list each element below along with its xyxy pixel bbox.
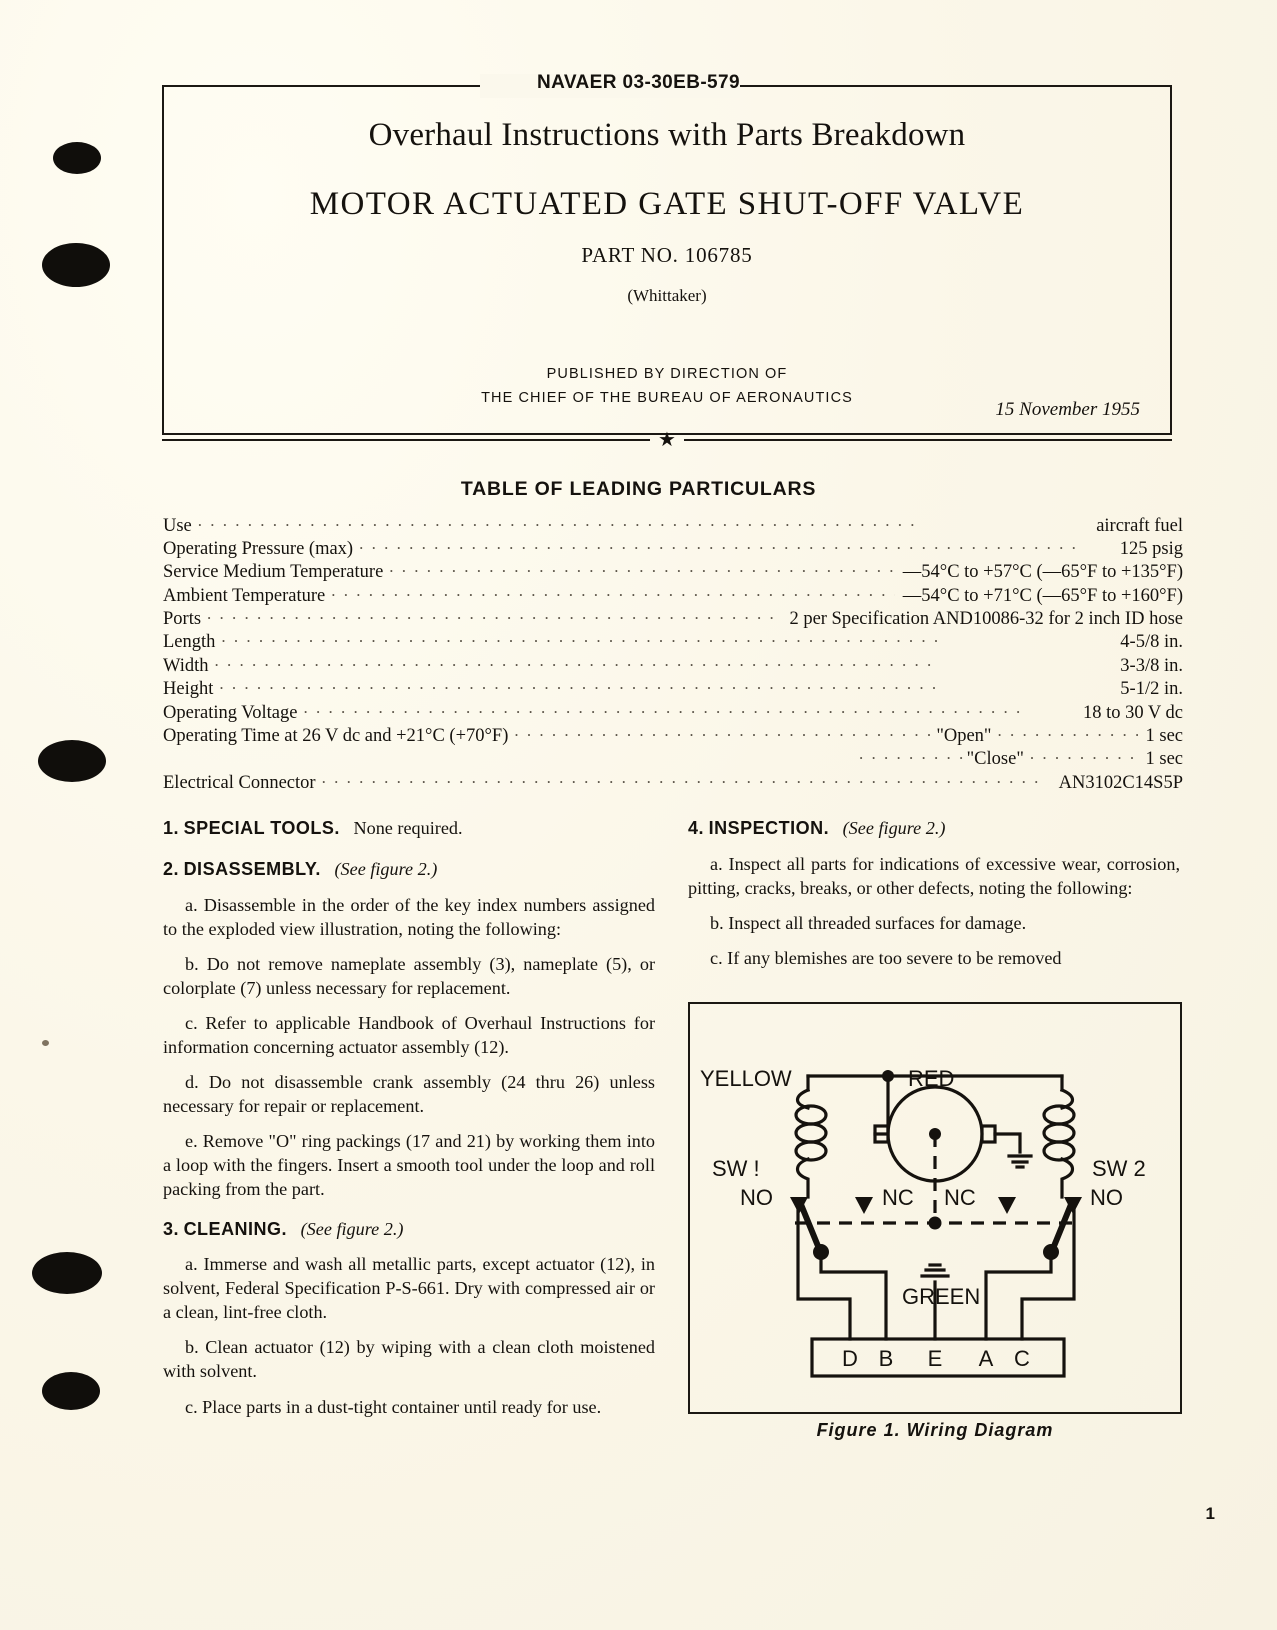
particular-value: 125 psig (1119, 538, 1183, 559)
section-trailing-text: (See figure 2.) (334, 858, 438, 879)
leading-particular-row (163, 652, 1183, 675)
section-heading-cleaning (163, 1217, 655, 1242)
leading-particulars-table (163, 512, 1183, 793)
leader-dots (303, 699, 1075, 718)
paragraph: c. If any blemishes are too severe to be removed (710, 947, 1062, 968)
leader-dots (198, 512, 1088, 531)
particular-label: Electrical Connector (163, 772, 316, 793)
punch-hole-mark (42, 1372, 100, 1410)
punch-hole-mark (42, 243, 110, 287)
paragraph: b. Clean actuator (12) by wiping with a clean cloth moistened with solvent. (163, 1337, 655, 1382)
paragraph: b. Inspect all threaded surfaces for damage. (710, 912, 1027, 933)
diagram-label-no-right: NO (1090, 1185, 1123, 1210)
leading-particular-row (163, 606, 1183, 629)
particular-label: Width (163, 655, 209, 676)
title-content (162, 85, 1172, 435)
particular-label: Operating Voltage (163, 702, 298, 723)
particular-value: aircraft fuel (1096, 515, 1183, 536)
section-name: CLEANING. (183, 1218, 288, 1239)
leader-dots (215, 652, 1113, 671)
particular-sublabel: "Close" (966, 749, 1024, 770)
punch-hole-mark (53, 142, 101, 174)
linkage-junction-dot (929, 1217, 942, 1230)
leader-dots (219, 676, 1112, 695)
section-number: 4. (688, 818, 705, 838)
star-icon: ★ (658, 429, 676, 451)
divider-line-right (684, 439, 1172, 441)
particular-label: Service Medium Temperature (163, 562, 384, 583)
divider-rule (162, 429, 1172, 451)
connector-pin-labels (842, 1346, 1030, 1371)
diagram-label-yellow: YELLOW (700, 1066, 792, 1091)
particular-value: 4-5/8 in. (1120, 632, 1183, 653)
paragraph: a. Immerse and wash all metallic parts, except actuator (12), in solvent, Federal Specification P-S-661. Dry with compressed air or a clean, lint-free cloth. (163, 1254, 655, 1323)
paragraph: d. Do not disassemble crank assembly (24 thru 26) unless necessary for repair or replacement. (163, 1071, 655, 1116)
paragraph: c. Place parts in a dust-tight container until ready for use. (185, 1396, 602, 1417)
figure-caption: Figure 1. Wiring Diagram (816, 1420, 1054, 1440)
section-number: 1. (163, 818, 180, 838)
paragraph: a. Inspect all parts for indications of excessive wear, corrosion, pitting, cracks, breaks, or other defects, noting the following: (688, 853, 1180, 898)
leading-particular-row (163, 769, 1183, 792)
diagram-label-sw2: SW 2 (1092, 1156, 1146, 1181)
punch-hole-mark (32, 1252, 102, 1294)
publication-date: 15 November 1955 (995, 399, 1140, 420)
particular-label: Length (163, 632, 216, 653)
section-name: SPECIAL TOOLS. (183, 818, 340, 838)
leader-dots (389, 559, 895, 578)
wiring-diagram (690, 1004, 1180, 1412)
leader-dots (331, 582, 895, 601)
leader-dots (998, 723, 1138, 742)
leading-particular-row (163, 629, 1183, 652)
connector-pin: E (927, 1346, 943, 1371)
leading-particular-row (163, 559, 1183, 582)
diagram-label-red: RED (908, 1066, 955, 1091)
particular-label: Ports (163, 609, 202, 630)
diagram-label-no-left: NO (740, 1185, 773, 1210)
diagram-label-nc-left: NC (882, 1185, 914, 1210)
particular-value: 1 sec (1145, 726, 1183, 747)
particular-label: Ambient Temperature (163, 585, 326, 606)
diagram-labels (700, 1066, 1146, 1309)
section-trailing-text: (See figure 2.) (842, 818, 946, 838)
connector-pin: D (842, 1346, 858, 1371)
punch-hole-mark (38, 740, 106, 782)
leader-dots (359, 535, 1112, 554)
paragraph: e. Remove "O" ring packings (17 and 21) by working them into a loop with the fingers. Insert a smooth tool under the loop and roll packing from the part. (163, 1130, 655, 1199)
body-column-right (688, 816, 1180, 970)
leading-particular-row (163, 512, 1183, 535)
leader-dots (1030, 746, 1138, 765)
leading-particular-row (163, 699, 1183, 722)
part-number: PART NO. 106785 (581, 243, 753, 267)
particular-label: Height (163, 679, 214, 700)
leader-dots (207, 606, 781, 625)
section-trailing-text: None required. (353, 818, 463, 838)
diagram-label-green: GREEN (902, 1284, 981, 1309)
particular-value: 18 to 30 V dc (1082, 702, 1183, 723)
paragraph: b. Do not remove nameplate assembly (3), nameplate (5), or colorplate (7) unless necessary for replacement. (163, 953, 655, 998)
section-heading-inspection (688, 816, 1180, 841)
junction-dot (882, 1070, 894, 1082)
document-number: NAVAER 03-30EB-579 (537, 72, 740, 93)
page-number: 1 (1205, 1504, 1215, 1523)
paragraph: c. Refer to applicable Handbook of Overhaul Instructions for information concerning actuator assembly (12). (163, 1012, 655, 1057)
page-title: Overhaul Instructions with Parts Breakdown (368, 117, 966, 153)
paragraph: a. Disassemble in the order of the key index numbers assigned to the exploded view illustration, noting the following: (163, 894, 655, 939)
leading-particular-row (163, 676, 1183, 699)
section-heading-disassembly (163, 857, 655, 882)
particular-value: 1 sec (1145, 749, 1183, 770)
particular-value: —54°C to +71°C (—65°F to +160°F) (902, 585, 1183, 606)
diagram-label-sw1: SW ! (712, 1156, 760, 1181)
leading-particular-row (163, 746, 1183, 769)
section-number: 2. (163, 858, 180, 879)
body-column-left (163, 816, 655, 1419)
leading-particular-row (163, 582, 1183, 605)
particular-label: Operating Time at 26 V dc and +21°C (+70°F) (163, 726, 509, 747)
section-number: 3. (163, 1218, 180, 1239)
particular-value: AN3102C14S5P (1058, 772, 1183, 793)
leader-dots (322, 769, 1051, 788)
particular-sublabel: "Open" (936, 726, 992, 747)
leading-particular-row (163, 723, 1183, 746)
divider-line-left (162, 439, 650, 441)
leader-dots (221, 629, 1112, 648)
connector-pin: C (1014, 1346, 1030, 1371)
section-heading-special-tools (163, 816, 655, 841)
paper-speck (42, 1040, 49, 1046)
publisher-line-1: PUBLISHED BY DIRECTION OF (546, 366, 788, 382)
manufacturer: (Whittaker) (627, 286, 707, 305)
particular-value: 2 per Specification AND10086-32 for 2 inch ID hose (789, 609, 1183, 630)
section-name: DISASSEMBLY. (183, 858, 321, 879)
product-title: MOTOR ACTUATED GATE SHUT-OFF VALVE (309, 186, 1025, 222)
particular-value: 5-1/2 in. (1120, 679, 1183, 700)
connector-pin: A (978, 1346, 994, 1371)
connector-pin: B (878, 1346, 894, 1371)
publisher-line-2: THE CHIEF OF THE BUREAU OF AERONAUTICS (481, 389, 853, 406)
section-name: INSPECTION. (708, 818, 830, 838)
leader-dots (514, 723, 936, 742)
section-trailing-text: (See figure 2.) (300, 1218, 404, 1239)
particular-label: Operating Pressure (max) (163, 538, 354, 559)
particular-value: —54°C to +57°C (—65°F to +135°F) (902, 562, 1183, 583)
leading-particular-row (163, 535, 1183, 558)
particular-value: 3-3/8 in. (1120, 655, 1183, 676)
leader-dots (859, 746, 967, 765)
particular-label: Use (163, 515, 192, 536)
diagram-label-nc-right: NC (944, 1185, 976, 1210)
leading-particulars-heading: TABLE OF LEADING PARTICULARS (460, 478, 817, 500)
